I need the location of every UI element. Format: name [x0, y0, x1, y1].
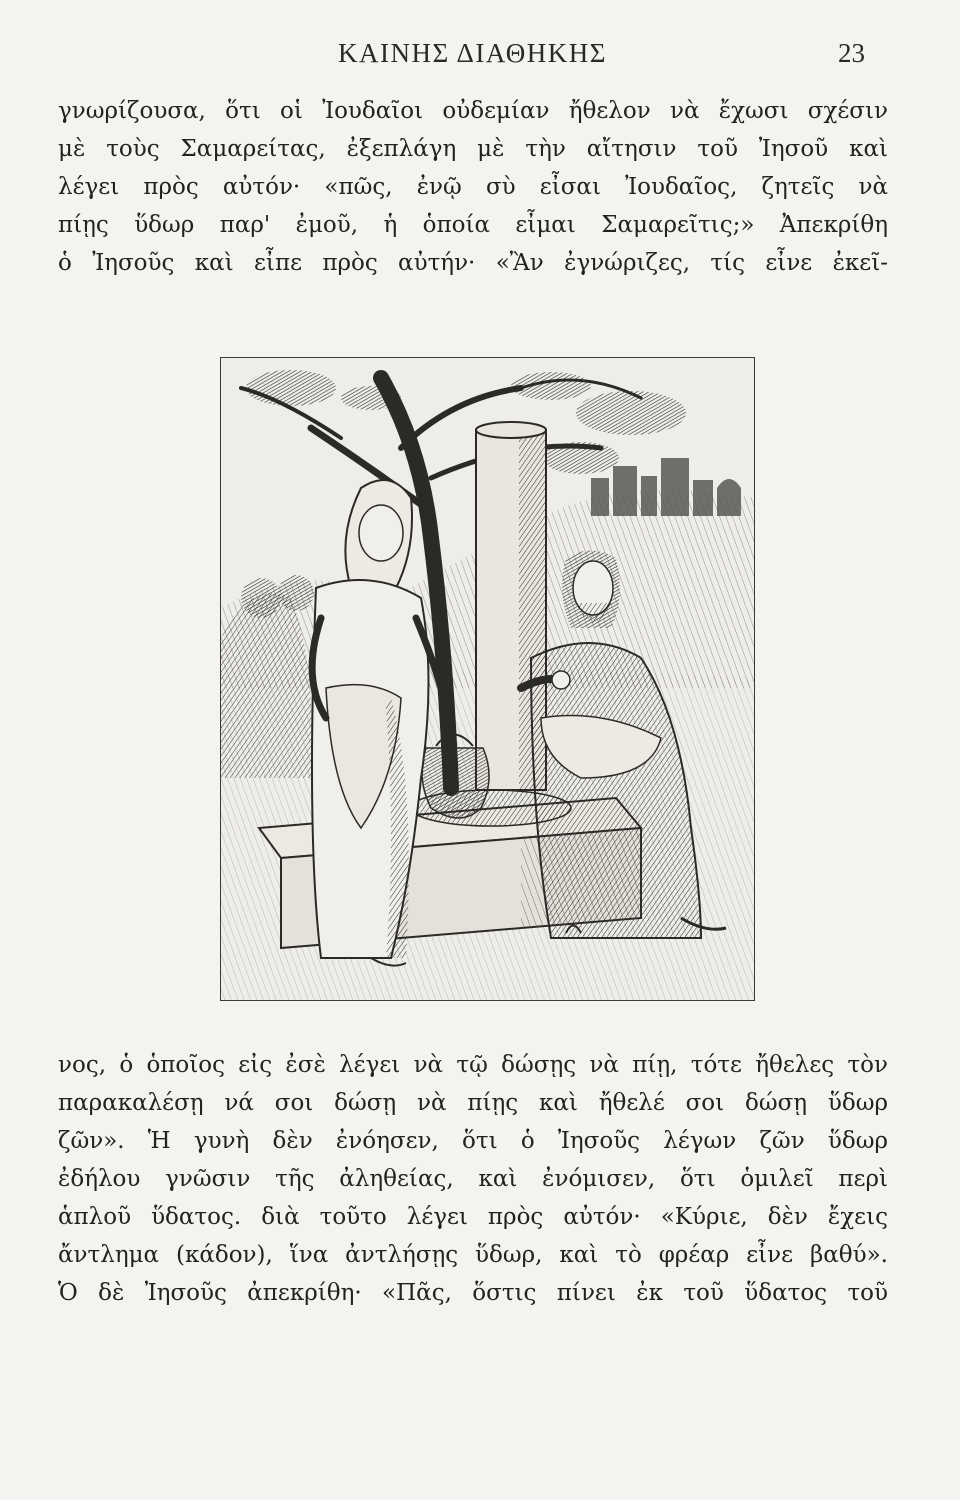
text-block-bottom: [58, 1046, 888, 1312]
text-line: ζῶν». Ἡ γυνὴ δὲν ἐνόησεν, ὅτι ὁ Ἰησοῦς λέγων ζῶν ὕδωρ: [58, 1128, 888, 1154]
page-number: 23: [838, 38, 865, 68]
text-line: νος, ὁ ὁποῖος εἰς ἐσὲ λέγει νὰ τῷ δώσῃς νὰ πίῃ, τότε ἤθελες τὸν: [58, 1052, 888, 1078]
engraving-illustration: [220, 357, 755, 1001]
text-line: ὁ Ἰησοῦς καὶ εἶπε πρὸς αὐτήν· «Ἂν ἐγνώριζες, τίς εἶνε ἐκεῖ-: [58, 250, 888, 276]
text-line: μὲ τοὺς Σαμαρείτας, ἐξεπλάγη μὲ τὴν αἴτησιν τοῦ Ἰησοῦ καὶ: [58, 136, 888, 162]
running-head: [0, 38, 960, 78]
text-line: παρακαλέσῃ νά σοι δώσῃ νὰ πίῃς καὶ ἤθελέ σοι δώσῃ ὕδωρ: [58, 1090, 888, 1116]
text-line: ἄντλημα (κάδον), ἵνα ἀντλήσῃς ὕδωρ, καὶ τὸ φρέαρ εἶνε βαθύ».: [58, 1242, 888, 1268]
text-line: γνωρίζουσα, ὅτι οἱ Ἰουδαῖοι οὐδεμίαν ἤθελον νὰ ἔχωσι σχέσιν: [58, 98, 888, 124]
running-title: ΚΑΙΝΗΣ ΔΙΑΘΗΚΗΣ: [338, 38, 607, 68]
text-line: ἁπλοῦ ὕδατος. διὰ τοῦτο λέγει πρὸς αὐτόν· «Κύριε, δὲν ἔχεις: [58, 1204, 888, 1230]
text-line: ἐδήλου γνῶσιν τῆς ἀληθείας, καὶ ἐνόμισεν, ὅτι ὁμιλεῖ περὶ: [58, 1166, 888, 1192]
text-line: λέγει πρὸς αὐτόν· «πῶς, ἐνῷ σὺ εἶσαι Ἰουδαῖος, ζητεῖς νὰ: [58, 174, 888, 200]
text-block-top: [58, 92, 888, 282]
text-line: πίῃς ὕδωρ παρ' ἐμοῦ, ἡ ὁποία εἶμαι Σαμαρεῖτις;» Ἀπεκρίθη: [58, 212, 888, 238]
well-scene-engraving: [221, 358, 754, 1000]
text-line: Ὁ δὲ Ἰησοῦς ἀπεκρίθη· «Πᾶς, ὅστις πίνει ἐκ τοῦ ὕδατος τοῦ: [58, 1280, 888, 1306]
hilltop-city: [591, 458, 741, 516]
